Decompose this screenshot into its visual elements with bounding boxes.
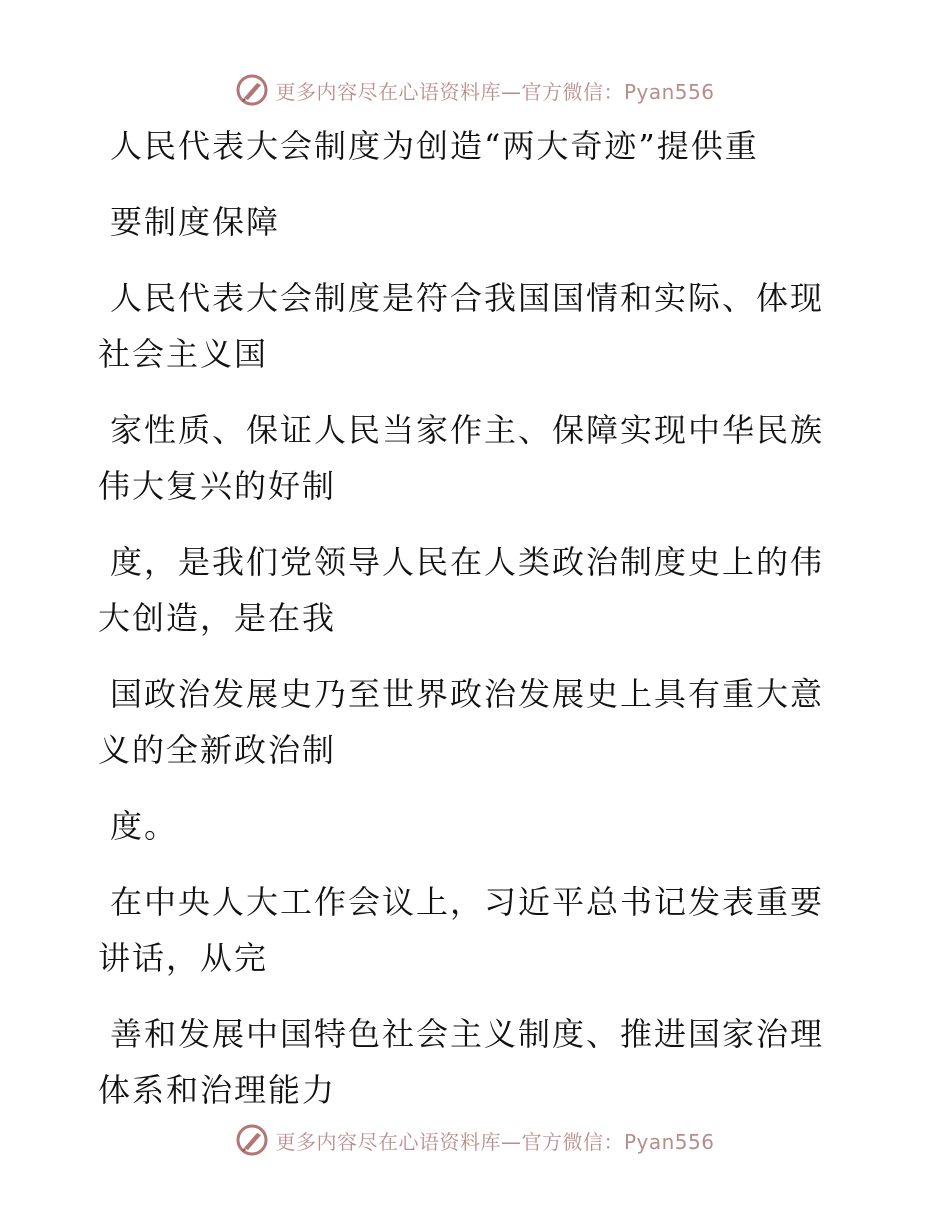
watermark-text: 更多内容尽在心语资料库—官方微信：Pyan556 xyxy=(275,1129,715,1154)
quill-pen-logo-icon xyxy=(235,73,269,107)
watermark-text: 更多内容尽在心语资料库—官方微信：Pyan556 xyxy=(275,79,715,104)
paragraph-1: 人民代表大会制度为创造“两大奇迹”提供重 xyxy=(110,127,759,165)
paragraph-4: 家性质、保证人民当家作主、保障实现中华民族伟大复兴的好制 xyxy=(98,411,825,505)
paragraph-3: 人民代表大会制度是符合我国国情和实际、体现社会主义国 xyxy=(98,279,825,373)
paragraph-9: 善和发展中国特色社会主义制度、推进国家治理体系和治理能力 xyxy=(98,1015,825,1109)
footer-watermark-banner xyxy=(0,1120,950,1160)
document-body xyxy=(98,118,838,1118)
header-watermark-banner xyxy=(0,70,950,110)
quill-pen-logo-icon xyxy=(235,1123,269,1157)
paragraph-8: 在中央人大工作会议上，习近平总书记发表重要讲话，从完 xyxy=(98,883,825,977)
paragraph-6: 国政治发展史乃至世界政治发展史上具有重大意义的全新政治制 xyxy=(98,675,825,769)
paragraph-5: 度，是我们党领导人民在人类政治制度史上的伟大创造，是在我 xyxy=(98,543,825,637)
paragraph-7: 度。 xyxy=(110,807,179,845)
paragraph-2: 要制度保障 xyxy=(110,203,281,241)
